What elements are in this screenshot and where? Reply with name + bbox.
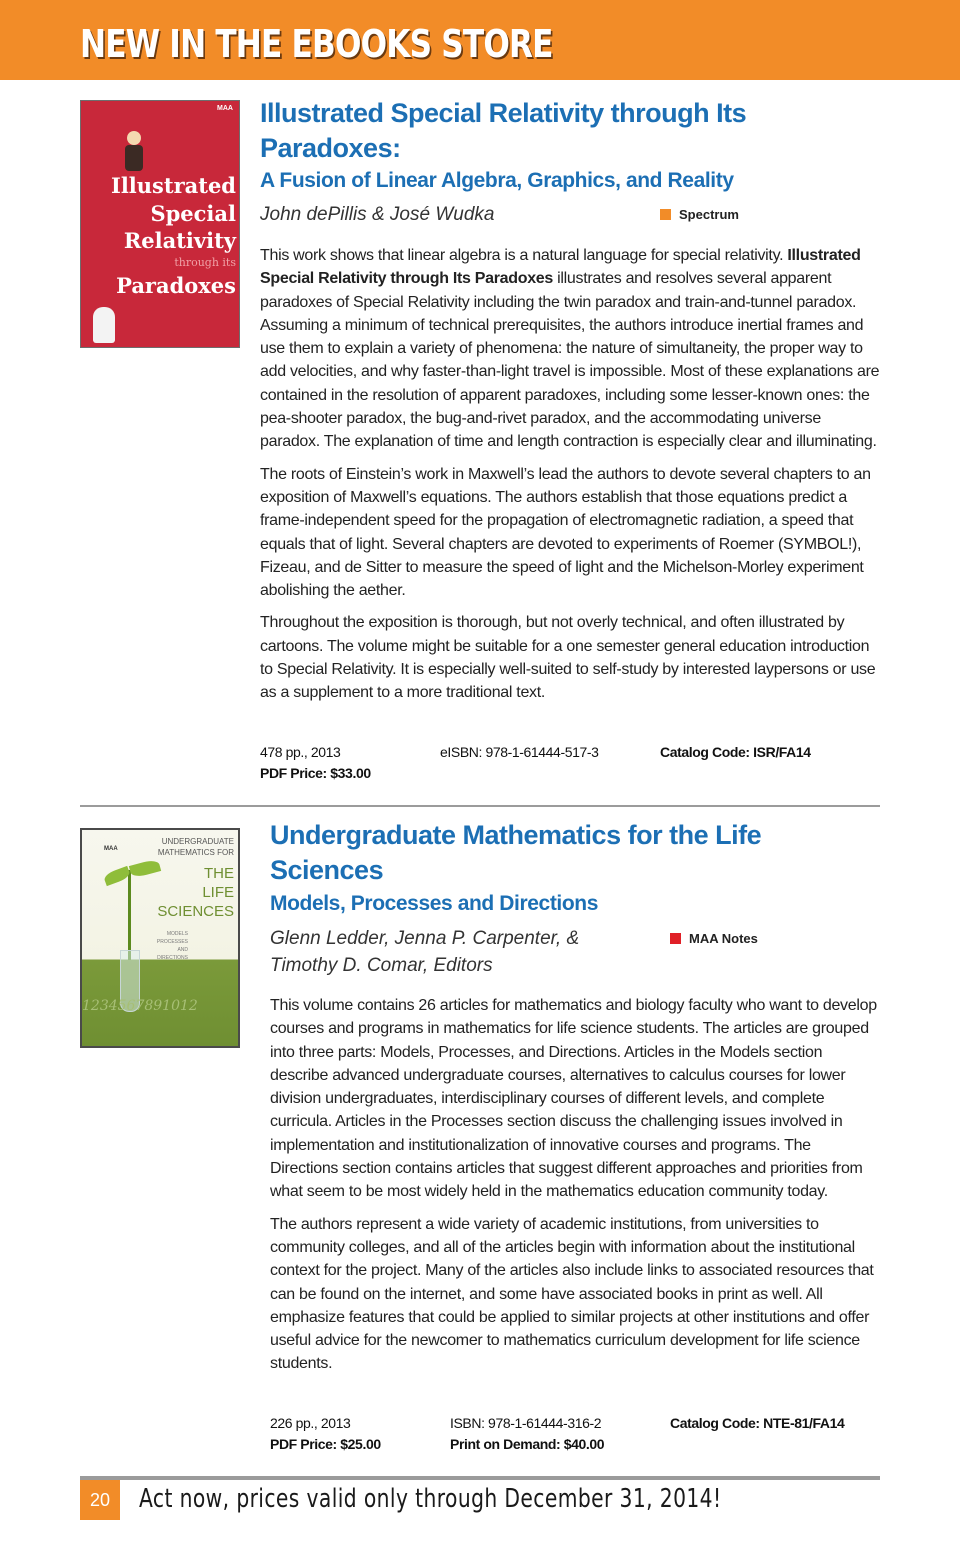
- book2-price: PDF Price: $25.00: [270, 1436, 381, 1452]
- cover-plant-stem: [128, 870, 131, 960]
- book1-price: PDF Price: $33.00: [260, 765, 371, 781]
- cover-numbers: 1234567891012: [82, 998, 198, 1014]
- cover-publisher-logo: MAA: [104, 846, 118, 852]
- cover-small-line: DIRECTIONS: [157, 955, 188, 961]
- cover-main-text: [157, 864, 234, 921]
- book1-paragraph-2: The roots of Einstein’s work in Maxwell’s lead the authors to devote several chapters to an exposition of Maxwell’s equations. The authors establish that those equations predict a frame-independent speed for the propagation of electromagnetic radiation, a speed that equals that of light. Several chapters are devoted to experiments of Roemer (SYMBOL!), Fizeau, and de Sitter to measure the speed of light and the Michelson-Morley experiment abolishing the aether.: [260, 465, 871, 600]
- book2-pages-price: [270, 1413, 381, 1455]
- book1-para1-title-ref: Illustrated Special Relativity through Its Paradoxes: [260, 247, 861, 288]
- book1-pages-price: [260, 742, 371, 784]
- book2-series-label: [670, 931, 758, 946]
- cover-top-text: [158, 836, 234, 858]
- book1-authors: John dePillis & José Wudka: [260, 204, 495, 225]
- series-square-icon: [660, 209, 671, 220]
- book1-description: [260, 244, 880, 714]
- cover-title-line: Illustrated: [111, 173, 236, 198]
- cover-main-line: LIFE: [202, 884, 234, 901]
- cover-top-line: MATHEMATICS FOR: [157, 848, 234, 857]
- cover-einstein-cartoon: [93, 307, 115, 343]
- cover-title-line: Relativity: [123, 228, 236, 253]
- cover-cartoon-figure-body: [125, 145, 143, 171]
- cover-small-text: [157, 930, 188, 962]
- book1-title[interactable]: Illustrated Special Relativity through Its Paradoxes:: [260, 98, 747, 163]
- cover-cartoon-figure: [127, 131, 141, 145]
- book2-catalog-code: [670, 1413, 844, 1434]
- book2-print-on-demand: Print on Demand: $40.00: [450, 1436, 605, 1452]
- book2-description: [270, 994, 882, 1385]
- book1-series-label: [660, 207, 739, 222]
- book1-subtitle: A Fusion of Linear Algebra, Graphics, and Reality: [260, 169, 734, 192]
- cover-top-line: UNDERGRADUATE: [161, 837, 234, 846]
- page-number: 20: [80, 1480, 120, 1520]
- book2-isbn-pod: [450, 1413, 604, 1455]
- book2-paragraph-2: The authors represent a wide variety of academic institutions, from universities to community colleges, and all of the articles begin with information about the institutional context for the project. Many of the articles also include links to associated resources that can be found on the internet, and some have associated books in print as well. All emphasize features that could be applied to similar projects at other institutions and offer useful advice for the newcomer to mathematics curriculum development for life science students.: [270, 1215, 874, 1373]
- header-title: NEW IN THE EBOOKS STORE: [80, 22, 553, 66]
- book1-cover-image[interactable]: [80, 100, 240, 348]
- cover-plant-leaf: [103, 866, 132, 886]
- header-banner: [0, 0, 960, 80]
- book2-cover-image[interactable]: [80, 828, 240, 1048]
- book1-para1-rest: illustrates and resolves several apparent paradoxes of Special Relativity including the twin paradox and train-and-tunnel paradox. Assuming a minimum of technical prerequisites, the authors introduce inertial frames and use them to explain a variety of phenomena: the nature of simultaneity, the proper way to add velocities, and why faster-than-light travel is impossible. Most of these explanations are contained in the resolution of apparent paradoxes, including some lesser-known ones: the pea-shooter paradox, the bug-and-rivet paradox, and the accommodating universe paradox. The explanation of time and length contraction is especially clear and illuminating.: [260, 270, 880, 451]
- series-square-icon: [670, 933, 681, 944]
- book2-paragraph-1: This volume contains 26 articles for mathematics and biology faculty who want to develop courses and programs in mathematics for life science students. The articles are grouped into three parts: Models, Processes, and Directions. Articles in the Models section describe advanced undergraduate courses, alternatives to calculus courses for lower division undergraduates, interdisciplinary courses of different levels, and complete curricula. Articles in the Processes section discuss the challenging issues involved in implementation and institutionalization of innovative courses and programs. The Directions section contains articles that suggest different approaches and priorities from what seem to be most widely held in the mathematics education community today.: [270, 997, 877, 1201]
- book1-isbn: eISBN: 978-1-61444-517-3: [440, 744, 599, 760]
- cover-title-line: Paradoxes: [116, 273, 236, 298]
- book2-catalog-text: Catalog Code: NTE-81/FA14: [670, 1415, 845, 1431]
- cover-main-line: THE: [204, 865, 234, 882]
- book1-paragraph-1: [260, 244, 880, 454]
- book2-isbn: ISBN: 978-1-61444-316-2: [450, 1415, 602, 1431]
- cover-small-line: AND: [177, 947, 188, 953]
- book1-para1-lead: This work shows that linear algebra is a natural language for special relativity.: [260, 247, 784, 264]
- footer-notice: Act now, prices valid only through December 31, 2014!: [139, 1484, 722, 1514]
- cover-title-line: through its: [174, 256, 236, 269]
- cover-plant-leaf: [129, 858, 161, 878]
- book1-series-name: Spectrum: [679, 207, 739, 222]
- book1-pages: 478 pp., 2013: [260, 744, 341, 760]
- book2-pages: 226 pp., 2013: [270, 1415, 351, 1431]
- book2-title[interactable]: Undergraduate Mathematics for the Life Sciences: [270, 820, 762, 885]
- book1-catalog-code: [660, 742, 811, 763]
- cover-small-line: PROCESSES: [156, 939, 188, 945]
- section-divider: [80, 805, 880, 807]
- cover-publisher-logo: MAA: [217, 105, 233, 112]
- book2-series-name: MAA Notes: [689, 931, 758, 946]
- cover-title-line: Special: [150, 201, 236, 226]
- book1-paragraph-3: Throughout the exposition is thorough, but not overly technical, and often illustrated by cartoons. The volume might be suitable for a one semester general education introduction to Special Relativity. It is especially well-suited to self-study by interested laypersons or use as a supplement to a more traditional text.: [260, 614, 876, 702]
- cover-small-line: MODELS: [166, 931, 188, 937]
- book1-catalog-text: Catalog Code: ISR/FA14: [660, 744, 811, 760]
- book2-authors: Glenn Ledder, Jenna P. Carpenter, & Timothy D. Comar, Editors: [270, 928, 580, 976]
- book2-subtitle: Models, Processes and Directions: [270, 892, 598, 915]
- cover-main-line: SCIENCES: [157, 903, 234, 920]
- footer-divider: [80, 1476, 880, 1480]
